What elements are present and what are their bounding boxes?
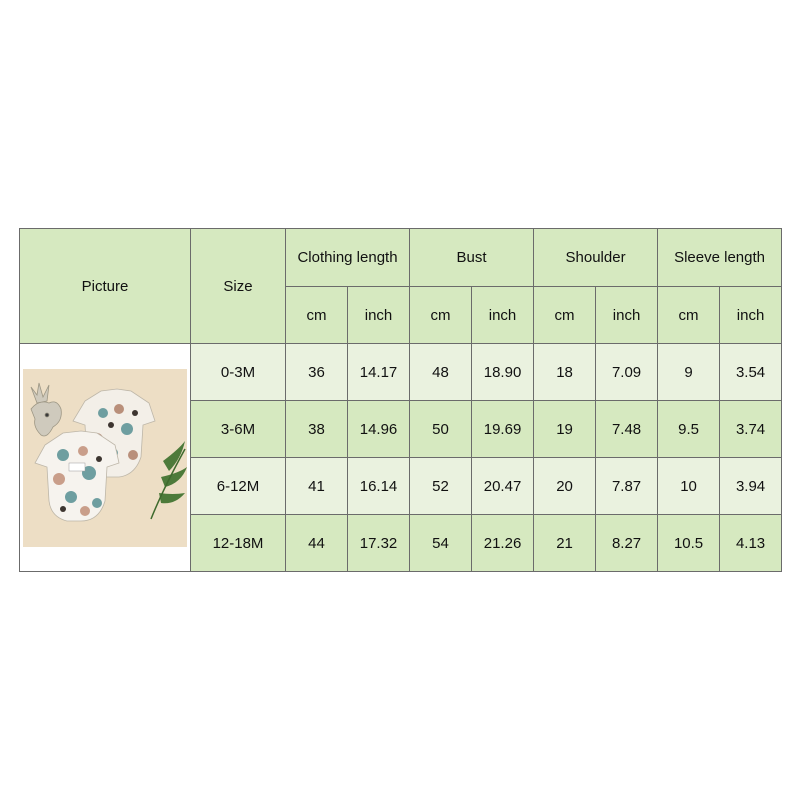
unit-header: inch: [720, 287, 782, 344]
size-header: Size: [191, 229, 286, 344]
value-cell: 3.74: [720, 401, 782, 458]
value-cell: 18: [534, 344, 596, 401]
value-cell: 50: [410, 401, 472, 458]
value-cell: 21.26: [472, 515, 534, 572]
shoulder-header: Shoulder: [534, 229, 658, 287]
value-cell: 17.32: [348, 515, 410, 572]
table-row: [20, 344, 782, 401]
value-cell: 48: [410, 344, 472, 401]
value-cell: 19: [534, 401, 596, 458]
value-cell: 52: [410, 458, 472, 515]
bust-header: Bust: [410, 229, 534, 287]
value-cell: 7.48: [596, 401, 658, 458]
size-cell: 12-18M: [191, 515, 286, 572]
value-cell: 7.09: [596, 344, 658, 401]
unit-header: cm: [534, 287, 596, 344]
value-cell: 19.69: [472, 401, 534, 458]
value-cell: 41: [286, 458, 348, 515]
value-cell: 4.13: [720, 515, 782, 572]
size-cell: 0-3M: [191, 344, 286, 401]
unit-header: inch: [472, 287, 534, 344]
picture-header: Picture: [20, 229, 191, 344]
value-cell: 9.5: [658, 401, 720, 458]
value-cell: 8.27: [596, 515, 658, 572]
value-cell: 14.96: [348, 401, 410, 458]
value-cell: 20.47: [472, 458, 534, 515]
unit-header: cm: [410, 287, 472, 344]
sleeve-length-header: Sleeve length: [658, 229, 782, 287]
size-chart-table: [19, 228, 782, 572]
value-cell: 16.14: [348, 458, 410, 515]
value-cell: 3.94: [720, 458, 782, 515]
value-cell: 10: [658, 458, 720, 515]
unit-header: cm: [286, 287, 348, 344]
product-picture-cell: [20, 344, 191, 572]
header-row-groups: [20, 229, 782, 287]
unit-header: inch: [348, 287, 410, 344]
value-cell: 3.54: [720, 344, 782, 401]
value-cell: 18.90: [472, 344, 534, 401]
value-cell: 21: [534, 515, 596, 572]
value-cell: 10.5: [658, 515, 720, 572]
value-cell: 20: [534, 458, 596, 515]
value-cell: 7.87: [596, 458, 658, 515]
baby-romper-photo-icon: [23, 369, 187, 547]
size-cell: 3-6M: [191, 401, 286, 458]
size-cell: 6-12M: [191, 458, 286, 515]
value-cell: 14.17: [348, 344, 410, 401]
value-cell: 38: [286, 401, 348, 458]
value-cell: 36: [286, 344, 348, 401]
value-cell: 9: [658, 344, 720, 401]
value-cell: 44: [286, 515, 348, 572]
size-chart: [19, 228, 781, 572]
clothing-length-header: Clothing length: [286, 229, 410, 287]
value-cell: 54: [410, 515, 472, 572]
unit-header: inch: [596, 287, 658, 344]
unit-header: cm: [658, 287, 720, 344]
